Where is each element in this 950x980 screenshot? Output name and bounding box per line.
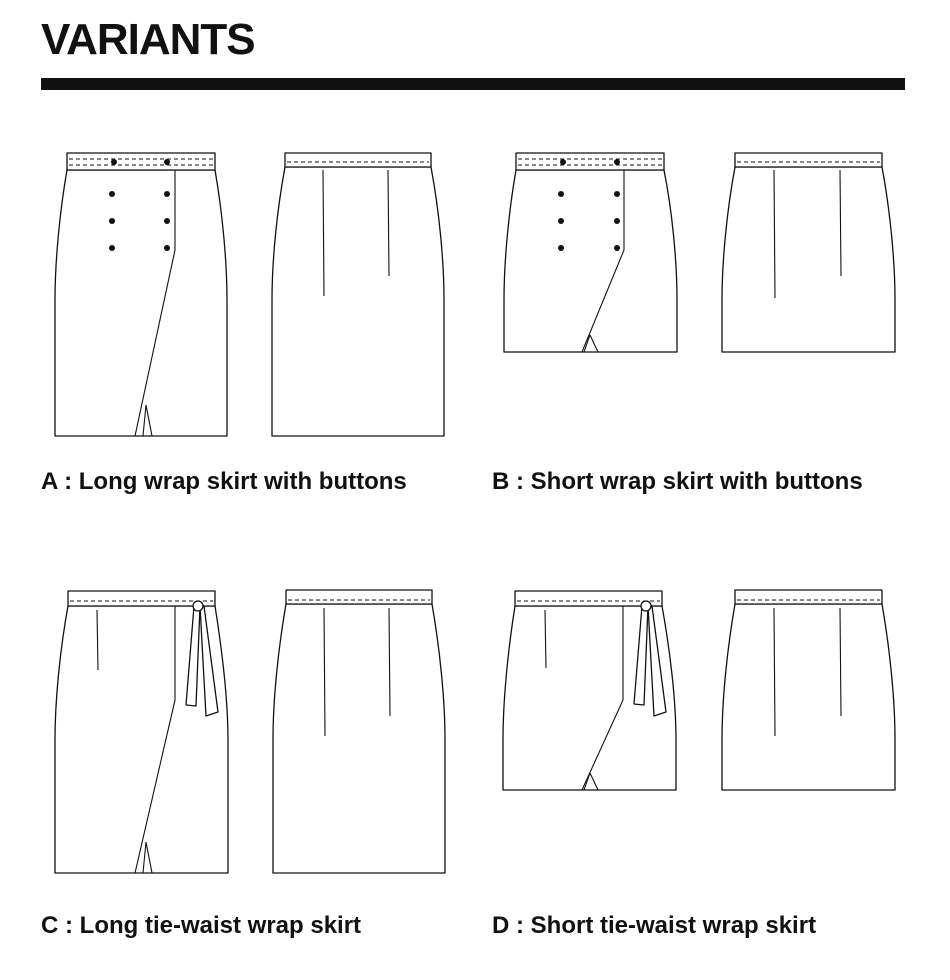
variant-a-caption: A : Long wrap skirt with buttons <box>41 468 407 495</box>
page-title: VARIANTS <box>41 15 255 64</box>
variant-d-caption: D : Short tie-waist wrap skirt <box>492 912 817 939</box>
variant-c-caption: C : Long tie-waist wrap skirt <box>41 912 362 939</box>
variant-b-caption: B : Short wrap skirt with buttons <box>492 468 863 495</box>
variant-d-front-skirt <box>503 591 676 790</box>
variant-d-back-skirt <box>722 590 895 790</box>
